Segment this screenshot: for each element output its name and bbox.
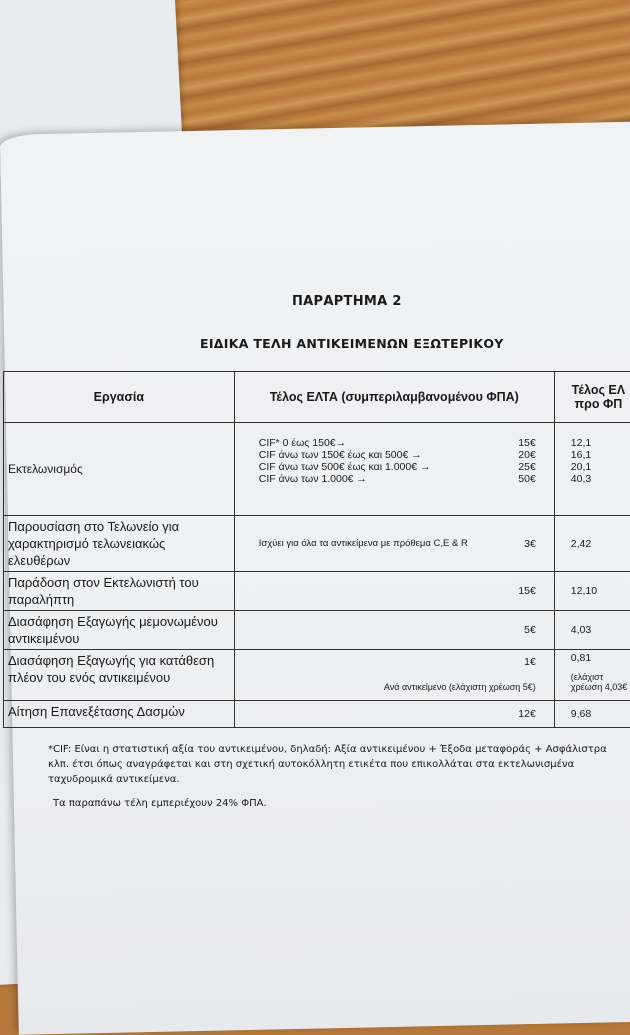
customs-net: 12,1 16,1 20,1 40,3 (554, 423, 630, 516)
header-net-line1: Τέλος ΕΛ (559, 383, 630, 397)
fees-table (3, 371, 630, 728)
cif-line: CIF άνω των 500€ έως και 1.000€ → 25€ (239, 461, 550, 473)
header-net (554, 372, 630, 423)
cif-line: CIF* 0 έως 150€→ 15€ (239, 437, 550, 449)
table-row (4, 572, 630, 611)
task-reassessment: Αίτηση Επανεξέτασης Δασμών (4, 701, 235, 728)
handover-net: 12,10 (554, 572, 630, 611)
task-export-multi: Διασάφηση Εξαγωγής για κατάθεση πλέον του ενός αντικειμένου (4, 650, 235, 701)
task-export-single: Διασάφηση Εξαγωγής μεμονωμένου αντικειμένου (4, 611, 235, 650)
table-header-row (4, 372, 630, 423)
table-row (4, 611, 630, 650)
cif-line: CIF άνω των 150€ έως και 500€ → 20€ (239, 449, 550, 461)
header-fee: Τέλος ΕΛΤΑ (συμπεριλαμβανομένου ΦΠΑ) (234, 372, 554, 423)
vat-note: Τα παραπάνω τέλη εμπεριέχουν 24% ΦΠΑ. (53, 798, 267, 809)
table-row (4, 516, 630, 572)
task-handover: Παράδοση στον Εκτελωνιστή του παραλήπτη (4, 572, 235, 611)
header-task: Εργασία (4, 372, 235, 423)
reassessment-net: 9,68 (554, 701, 630, 728)
table-row (4, 701, 630, 728)
task-customs: Εκτελωνισμός (4, 423, 235, 516)
export-multi-net: 0,81 (ελάχιστ χρέωση 4,03€ (554, 650, 630, 701)
presentation-net: 2,42 (554, 516, 630, 572)
customs-fees (234, 423, 554, 516)
table-row (4, 423, 630, 516)
cif-line: CIF άνω των 1.000€ → 50€ (239, 473, 550, 485)
document-title: ΠΑΡΑΡΤΗΜΑ 2 (292, 294, 402, 309)
reassessment-fee: 12€ (234, 701, 554, 728)
table-row (4, 650, 630, 701)
task-presentation: Παρουσίαση στο Τελωνείο για χαρακτηρισμό τελωνειακώς ελευθέρων (4, 516, 235, 572)
presentation-fee: Ισχύει για όλα τα αντικείμενα με πρόθεμα C,E & R 3€ (234, 516, 554, 572)
cif-footnote: *CIF: Είναι η στατιστική αξία του αντικειμένου, δηλαδή: Αξία αντικειμένου + Έξοδα μεταφοράς + Ασφάλιστρα κλπ. έτσι όπως αναγράφεται και στη σχετική αυτοκόλλητη ετικέτα που επικολλάται στα εκτελωνισμένα ταχυδρομικά αντικείμενα. (48, 742, 608, 787)
export-single-fee: 5€ (234, 611, 554, 650)
export-single-net: 4,03 (554, 611, 630, 650)
document-subtitle: ΕΙΔΙΚΑ ΤΕΛΗ ΑΝΤΙΚΕΙΜΕΝΩΝ ΕΞΩΤΕΡΙΚΟΥ (200, 336, 504, 351)
header-net-line2: προ ΦΠ (559, 397, 630, 411)
handover-fee: 15€ (234, 572, 554, 611)
export-multi-fee: 1€ Ανά αντικείμενο (ελάχιστη χρέωση 5€) (234, 650, 554, 701)
